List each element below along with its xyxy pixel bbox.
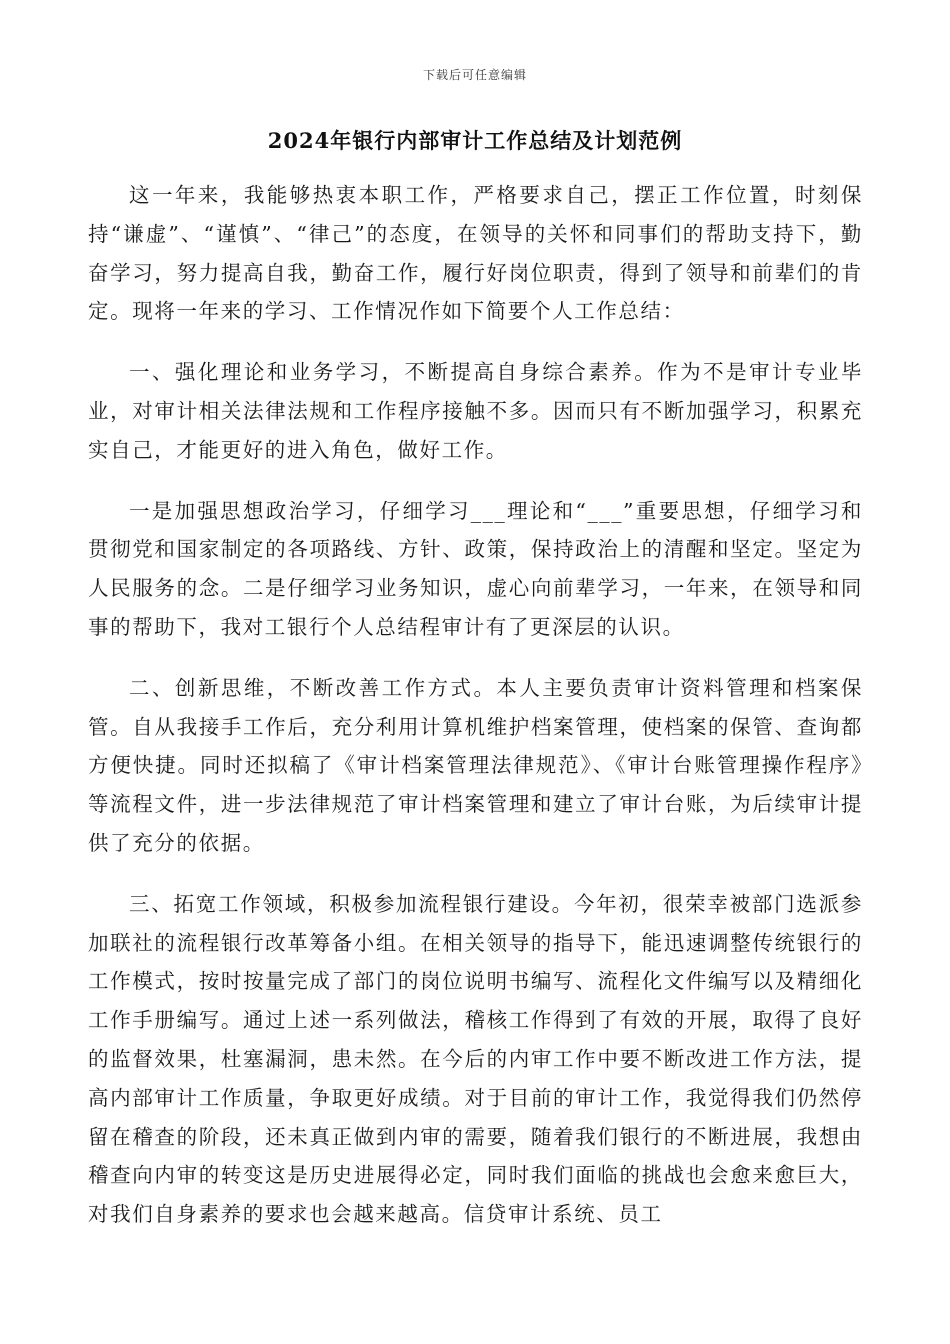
paragraph-section-1-detail: 一是加强思想政治学习，仔细学习___理论和“___”重要思想，仔细学习和贯彻党和国家制定的各项路线、方针、政策，保持政治上的清醒和坚定。坚定为人民服务的念。二是仔细学习业务知识，虚心向前辈学习，一年来，在领导和同事的帮助下，我对工银行个人总结程审计有了更深层的认识。 xyxy=(88,498,863,639)
document-title: 2024年银行内部审计工作总结及计划范例 xyxy=(267,128,683,153)
paragraph-intro: 这一年来，我能够热衷本职工作，严格要求自己，摆正工作位置，时刻保持“谦虚”、“谨慎”、“律己”的态度，在领导的关怀和同事们的帮助支持下，勤奋学习，努力提高自我，勤奋工作，履行好岗位职责，得到了领导和前辈们的肯定。现将一年来的学习、工作情况作如下简要个人工作总结： xyxy=(88,183,863,324)
document-body xyxy=(88,176,863,1256)
paragraph-section-3: 三、拓宽工作领域，积极参加流程银行建设。今年初，很荣幸被部门选派参加联社的流程银行改革筹备小组。在相关领导的指导下，能迅速调整传统银行的工作模式，按时按量完成了部门的岗位说明书编写、流程化文件编写以及精细化工作手册编写。通过上述一系列做法，稽核工作得到了有效的开展，取得了良好的监督效果，杜塞漏洞，患未然。在今后的内审工作中要不断改进工作方法，提高内部审计工作质量，争取更好成绩。对于目前的审计工作，我觉得我们仍然停留在稽查的阶段，还未真正做到内审的需要，随着我们银行的不断进展，我想由稽查向内审的转变这是历史进展得必定，同时我们面临的挑战也会愈来愈巨大，对我们自身素养的要求也会越来越高。信贷审计系统、员工 xyxy=(88,891,863,1227)
header-note: 下载后可任意编辑 xyxy=(422,68,527,82)
paragraph-section-1: 一、强化理论和业务学习，不断提高自身综合素养。作为不是审计专业毕业，对审计相关法律法规和工作程序接触不多。因而只有不断加强学习，积累充实自己，才能更好的进入角色，做好工作。 xyxy=(88,360,863,462)
paragraph-section-2: 二、创新思维，不断改善工作方式。本人主要负责审计资料管理和档案保管。自从我接手工作后，充分利用计算机维护档案管理，使档案的保管、查询都方便快捷。同时还拟稿了《审计档案管理法律规范》、《审计台账管理操作程序》等流程文件，进一步法律规范了审计档案管理和建立了审计台账，为后续审计提供了充分的依据。 xyxy=(88,675,863,855)
